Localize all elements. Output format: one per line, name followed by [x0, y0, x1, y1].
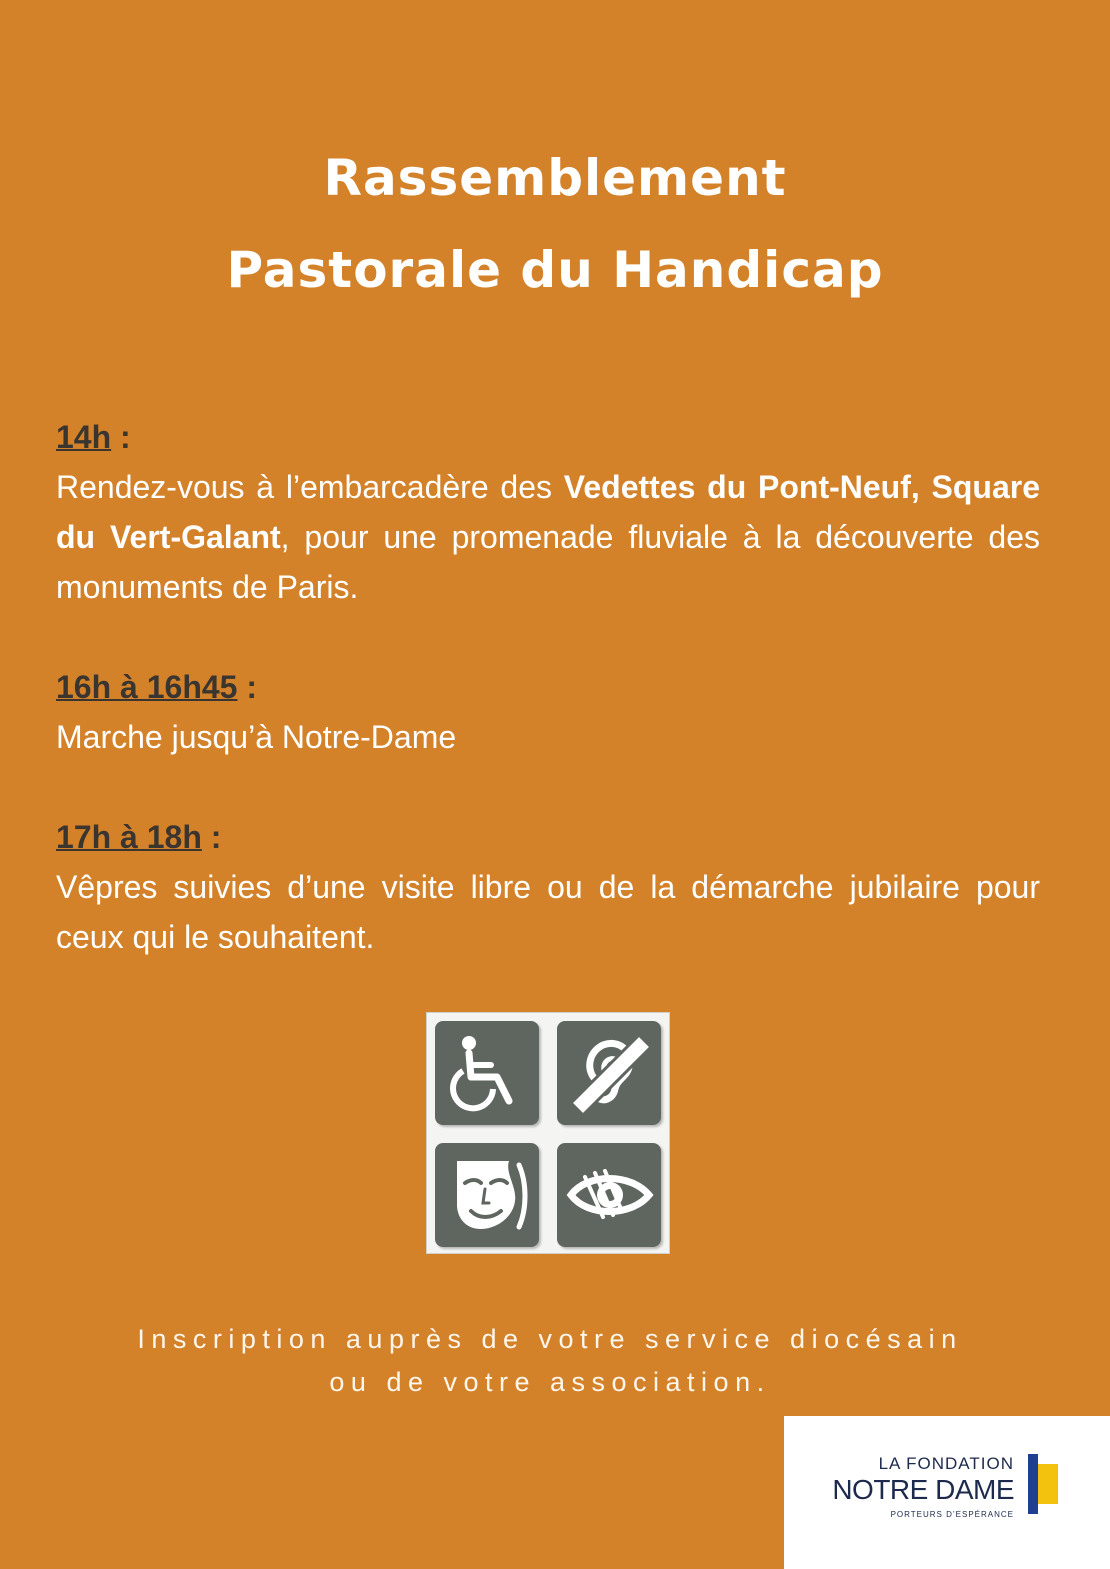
inscription-line-1: Inscription auprès de votre service diocésain — [137, 1324, 963, 1354]
schedule-item-16h — [56, 662, 1040, 762]
schedule-separator: : — [111, 419, 131, 455]
mental-disability-icon — [435, 1143, 539, 1247]
description-text: , pour une promenade fluviale à la découverte des monuments de Paris. — [56, 519, 1040, 605]
logo-mark-icon — [1028, 1454, 1060, 1514]
wheelchair-icon — [435, 1021, 539, 1125]
logo-line-1: LA FONDATION — [878, 1454, 1014, 1473]
logo-tagline: PORTEURS D’ESPÉRANCE — [890, 1510, 1014, 1519]
inscription-notice — [0, 1318, 1100, 1404]
schedule-description: Marche jusqu’à Notre-Dame — [56, 719, 457, 755]
schedule-item-14h — [56, 412, 1040, 612]
schedule-time: 14h — [56, 419, 112, 455]
schedule-description: Vêpres suivies d’une visite libre ou de la démarche jubilaire pour ceux qui le souhaitent. — [56, 869, 1040, 955]
schedule-item-17h — [56, 812, 1040, 962]
accessibility-icons — [426, 1012, 670, 1254]
schedule-description — [56, 462, 1040, 612]
hearing-impaired-icon — [557, 1021, 661, 1125]
schedule — [56, 412, 1040, 1012]
inscription-line-2: ou de votre association. — [329, 1367, 771, 1397]
schedule-time-row — [56, 412, 1040, 462]
visual-impaired-icon — [557, 1143, 661, 1247]
title-line-2: Pastorale du Handicap — [226, 241, 884, 299]
logo-line-2: NOTRE DAME — [832, 1474, 1014, 1505]
schedule-time-row — [56, 662, 1040, 712]
meeting-place: Vedettes du Pont-Neuf, Square du Vert-Galant — [56, 469, 1041, 555]
title-line-1: Rassemblement — [323, 149, 787, 207]
description-text: Rendez-vous à l’embarcadère des — [56, 469, 564, 505]
fondation-notre-dame-logo — [784, 1416, 1110, 1569]
schedule-time: 16h à 16h45 — [56, 669, 238, 705]
schedule-time-row — [56, 812, 1040, 862]
schedule-separator: : — [237, 669, 257, 705]
schedule-separator: : — [201, 819, 222, 855]
schedule-time: 17h à 18h — [56, 819, 202, 855]
page-title — [0, 132, 1110, 316]
